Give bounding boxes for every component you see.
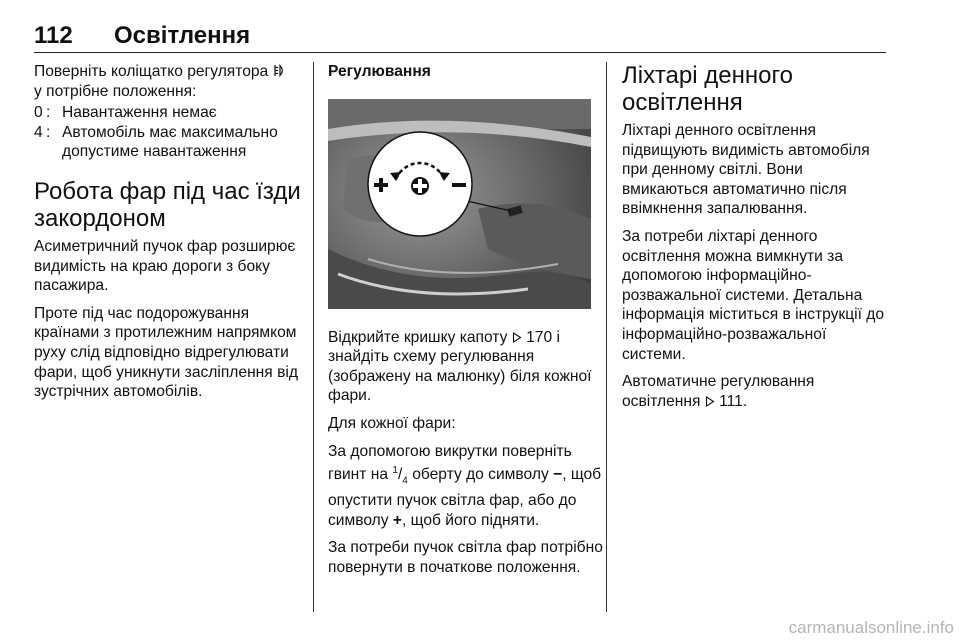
column-divider xyxy=(606,62,607,612)
paragraph: Відкрийте кришку капоту 170 і знайдіть схему регулювання (зображену на малюнку) біля кожної фари. xyxy=(328,328,592,405)
section-heading: Регулювання xyxy=(328,63,431,80)
section-heading: Ліхтарі денного освітлення xyxy=(622,62,794,116)
ref-arrow-icon xyxy=(512,332,522,343)
section-heading: Робота фар під час їзди закордоном xyxy=(34,177,301,232)
paragraph: Автоматичне регулювання освітлення 111. xyxy=(622,373,815,410)
watermark: carmanualsonline.info xyxy=(788,618,954,637)
paragraph: Для кожної фари: xyxy=(328,414,456,432)
paragraph: За потреби ліхтарі денного освітлення можна вимкнути за допомогою інформаційно-розважальної системи. Детальна інформація міститься в інструкції до інформаційно-розважальної системи. xyxy=(622,227,885,363)
ref-arrow-icon xyxy=(705,396,715,407)
paragraph: За допомогою викрутки поверніть гвинт на $^1/_4$ оберту до символу −, щоб опустити пучок світла фар, або до символу +, щоб його підняти. xyxy=(328,442,602,529)
page-number: 112 xyxy=(34,22,73,49)
plus-symbol: + xyxy=(392,511,403,529)
column-divider xyxy=(313,62,314,612)
minus-symbol: − xyxy=(553,466,563,484)
load-list xyxy=(34,103,306,162)
column-middle xyxy=(328,62,606,577)
paragraph: Ліхтарі денного освітлення підвищують видимість автомобіля при денному світлі. Вони вмикаються автоматично після ввімкнення запалювання. xyxy=(622,122,870,218)
page-header xyxy=(34,22,886,53)
chapter-title: Освітлення xyxy=(114,22,251,49)
paragraph: Проте під час подорожування країнами з протилежним напрямком руху слід відповідно відрегулювати фари, щоб уникнути засліплення від зустрічних автомобілів. xyxy=(34,304,298,401)
headlamp-adjustment-illustration xyxy=(328,99,591,309)
headlamp-range-icon xyxy=(273,63,285,78)
paragraph: За потреби пучок світла фар потрібно повернути в початкове положення. xyxy=(328,539,603,576)
paragraph: Асиметричний пучок фар розширює видимість на краю дороги з боку пасажира. xyxy=(34,237,296,295)
list-item: 0 : Навантаження немає xyxy=(34,104,217,122)
column-left xyxy=(34,62,306,402)
column-right xyxy=(622,62,887,411)
list-item: 4 : Автомобіль має максимально допустиме навантаження xyxy=(34,123,278,161)
intro-text: Поверніть коліщатко регулятора у потрібне положення: xyxy=(34,62,306,101)
